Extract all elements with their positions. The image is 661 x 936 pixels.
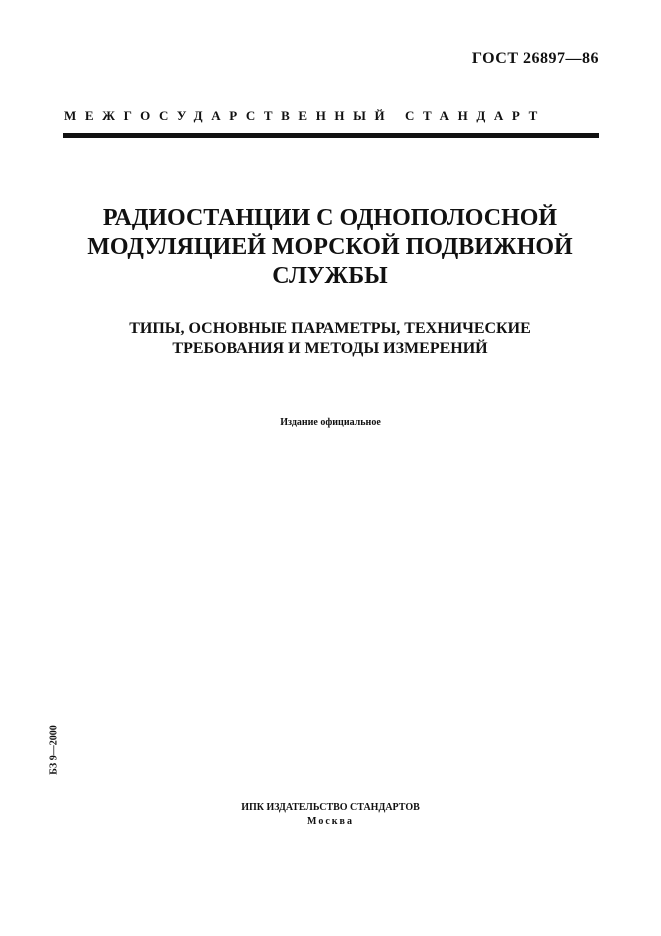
- side-code: БЗ 9—2000: [48, 725, 60, 775]
- title-line: МОДУЛЯЦИЕЙ МОРСКОЙ ПОДВИЖНОЙ: [87, 234, 573, 260]
- title-line: СЛУЖБЫ: [272, 263, 388, 289]
- document-title: [40, 204, 620, 291]
- publisher: ИПК ИЗДАТЕЛЬСТВО СТАНДАРТОВ: [241, 802, 420, 813]
- standard-type-heading: МЕЖГОСУДАРСТВЕННЫЙ СТАНДАРТ: [64, 108, 546, 123]
- title-line: РАДИОСТАНЦИИ С ОДНОПОЛОСНОЙ: [102, 205, 558, 231]
- publisher-city: Москва: [307, 816, 354, 827]
- edition-note: Издание официальное: [280, 417, 381, 428]
- subtitle-line: ТИПЫ, ОСНОВНЫЕ ПАРАМЕТРЫ, ТЕХНИЧЕСКИЕ: [129, 320, 531, 337]
- document-code: ГОСТ 26897—86: [471, 50, 599, 67]
- document-subtitle: [60, 319, 600, 359]
- subtitle-line: ТРЕБОВАНИЯ И МЕТОДЫ ИЗМЕРЕНИЙ: [172, 340, 488, 357]
- header-rule: [63, 133, 599, 138]
